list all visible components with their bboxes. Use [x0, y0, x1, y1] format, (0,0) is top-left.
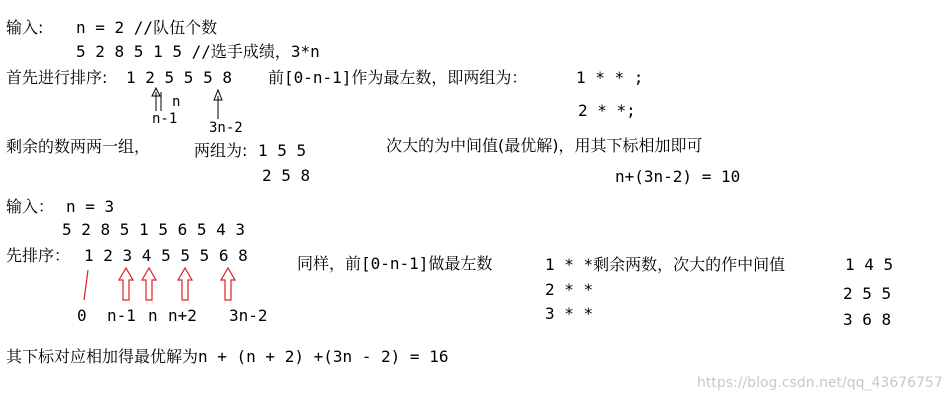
watermark: https://blog.csdn.net/qq_43676757	[697, 375, 943, 391]
example1-pair-2: 2 5 8	[262, 166, 311, 185]
example1-front-note: 前[0-n-1]作为最左数，即两组为：	[268, 68, 528, 87]
example2-triple-2: 2 5 5	[843, 284, 892, 303]
example2-index-label: n	[148, 306, 158, 325]
example2-index-label: n+2	[168, 306, 197, 325]
example1-arrow-label-n: n	[172, 94, 181, 110]
red-marker-line	[84, 270, 88, 300]
example2-triple-3: 3 6 8	[843, 310, 892, 329]
example2-input-label: 输入：	[6, 197, 55, 216]
example2-sorted-sequence: 1 2 3 4 5 5 5 6 8	[84, 246, 248, 265]
example2-scores-line: 5 2 8 5 1 5 6 5 4 3	[62, 220, 246, 239]
example2-same-note: 同样，前[0-n-1]做最左数	[297, 254, 493, 273]
example1-arrow-label-n-minus-1: n-1	[152, 111, 178, 127]
example1-pair-1: 1 5 5	[258, 141, 307, 160]
arrow-up-icon	[152, 88, 160, 111]
red-arrow-up-icon	[221, 268, 235, 300]
example2-row-3: 3 * *	[545, 304, 594, 323]
example2-index-label: 3n-2	[229, 306, 268, 325]
red-arrow-up-icon	[119, 268, 133, 300]
example1-sort-label: 首先进行排序:	[6, 68, 108, 87]
example1-n-declaration: n = 2 //队伍个数	[76, 18, 218, 37]
example1-arrow-label-3n-minus-2: 3n-2	[209, 120, 243, 136]
example1-group-1: 1 * * ;	[576, 68, 644, 87]
example2-row-1: 1 * *剩余两数，次大的作中间值	[545, 255, 786, 274]
example1-pairs-label: 两组为:	[194, 141, 248, 160]
example2-index-label: n-1	[107, 306, 136, 325]
red-arrow-up-icon	[178, 268, 192, 300]
example1-remaining-note: 剩余的数两两一组，	[6, 137, 151, 156]
red-arrow-up-icon	[142, 268, 156, 300]
example2-row-2: 2 * *	[545, 280, 594, 299]
example1-scores-line: 5 2 8 5 1 5 //选手成绩，3*n	[76, 42, 320, 61]
example1-input-label: 输入:	[6, 18, 44, 37]
example1-group-2: 2 * *;	[578, 101, 636, 120]
example1-sorted-sequence: 1 2 5 5 5 8	[126, 68, 232, 87]
arrow-up-icon	[214, 90, 222, 119]
example2-triple-1: 1 4 5	[845, 255, 894, 274]
example1-formula: n+(3n-2) = 10	[615, 167, 741, 186]
example2-sort-label: 先排序：	[6, 246, 71, 265]
example2-index-label: 0	[77, 306, 87, 325]
example2-n-declaration: n = 3	[66, 197, 115, 216]
conclusion-line: 其下标对应相加得最优解为n + (n + 2) +(3n - 2) = 16	[6, 347, 449, 366]
example1-second-max-note: 次大的为中间值(最优解)，用其下标相加即可	[386, 136, 703, 155]
